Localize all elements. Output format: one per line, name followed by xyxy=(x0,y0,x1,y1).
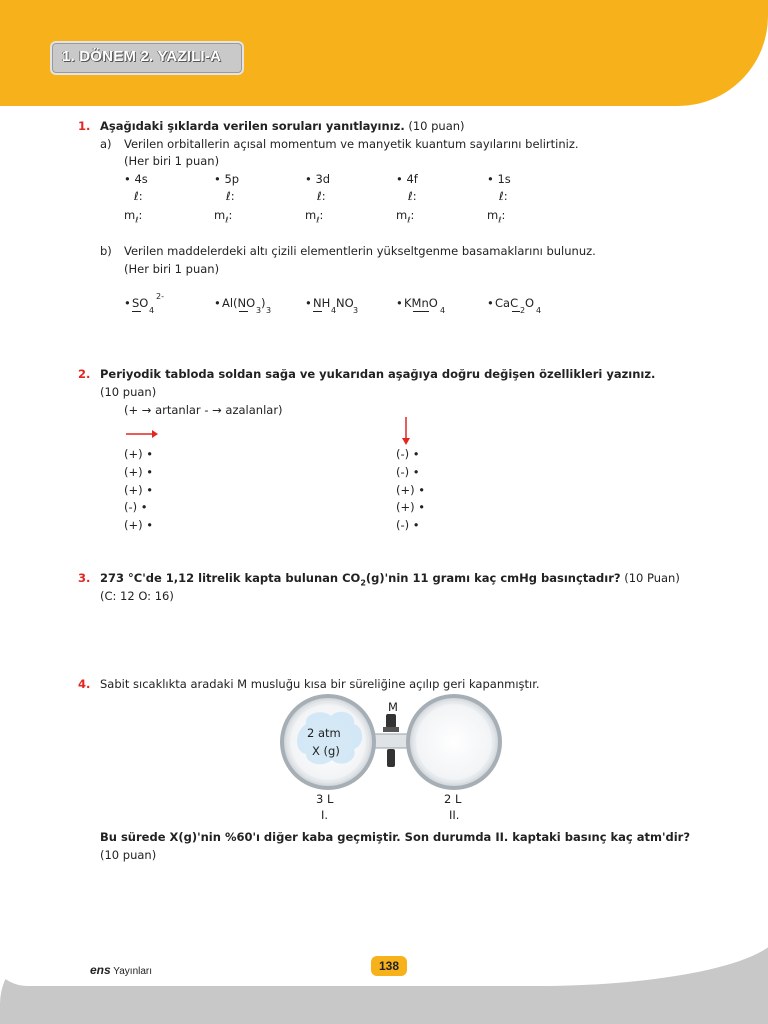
q4-points: (10 puan) xyxy=(100,848,157,862)
q1a-label: a) xyxy=(100,137,112,151)
ml-label-5: $m_\ell$: xyxy=(487,208,506,225)
ml-label-3: $m_\ell$: xyxy=(305,208,324,225)
q4-number: 4. xyxy=(78,677,91,691)
l-label-3: ℓ: xyxy=(317,189,326,203)
ml-label-4: $m_\ell$: xyxy=(396,208,415,225)
left-row-3: (+) • xyxy=(124,483,154,497)
l-label-2: ℓ: xyxy=(226,189,235,203)
right-flask-id: II. xyxy=(449,808,460,822)
left-flask-id: I. xyxy=(321,808,329,822)
underline-n2 xyxy=(313,311,322,312)
valve-handle xyxy=(386,714,396,728)
underline-n xyxy=(239,311,248,312)
ml-label-2: $m_\ell$: xyxy=(214,208,233,225)
ml-label-1: $m_\ell$: xyxy=(124,208,143,225)
q4-question: Bu sürede X(g)'nin %60'ı diğer kaba geçmiştir. Son durumda II. kaptaki basınç kaç atm'dir? xyxy=(100,830,691,844)
page-title: 1. DÖNEM 2. YAZILI-A xyxy=(62,48,222,65)
publisher-logo: ens Yayınları xyxy=(90,963,153,977)
underline-s xyxy=(132,311,141,312)
q1a-text: Verilen orbitallerin açısal momentum ve manyetik kuantum sayılarını belirtiniz. xyxy=(124,137,579,151)
q2-question: Periyodik tabloda soldan sağa ve yukarıdan aşağıya doğru değişen özellikleri yazınız. xyxy=(100,367,656,381)
orbital-3d: • 3d xyxy=(305,172,331,186)
right-row-5: (-) • xyxy=(396,518,420,532)
gas-name-label: X (g) xyxy=(312,744,340,758)
page-number: 138 xyxy=(371,956,407,976)
orbital-5p: • 5p xyxy=(214,172,240,186)
q2-legend: (+ → artanlar - → azalanlar) xyxy=(124,403,283,417)
orbital-4s: • 4s xyxy=(124,172,148,186)
q1-number: 1. xyxy=(78,119,91,133)
underline-mn xyxy=(413,311,429,312)
q1-points: (10 puan) xyxy=(408,119,465,133)
arrow-down-icon xyxy=(400,417,412,445)
left-row-2: (+) • xyxy=(124,465,154,479)
right-row-3: (+) • xyxy=(396,483,426,497)
q3-number: 3. xyxy=(78,571,91,585)
q3-text: 273 °C'de 1,12 litrelik kapta bulunan $CO_2(g)'nin$ 11 gramı kaç cmHg basınçtadır? (10 Puan) xyxy=(100,571,680,588)
right-volume-label: 2 L xyxy=(444,792,462,806)
right-row-1: (-) • xyxy=(396,447,420,461)
q4-text: Sabit sıcaklıkta aradaki M musluğu kısa bir süreliğine açılıp geri kapanmıştır. xyxy=(100,677,540,691)
q3-hint: (C: 12 O: 16) xyxy=(100,589,174,603)
q1b-text: Verilen maddelerdeki altı çizili elementlerin yükseltgenme basamaklarını bulunuz. xyxy=(124,244,596,258)
right-row-2: (-) • xyxy=(396,465,420,479)
q2-points: (10 puan) xyxy=(100,385,157,399)
q1-text xyxy=(100,119,465,133)
left-row-5: (+) • xyxy=(124,518,154,532)
q1b-points: (Her biri 1 puan) xyxy=(124,262,220,276)
left-volume-label: 3 L xyxy=(316,792,334,806)
left-row-4: (-) • xyxy=(124,500,148,514)
l-label-1: ℓ: xyxy=(134,189,143,203)
q2-number: 2. xyxy=(78,367,91,381)
right-row-4: (+) • xyxy=(396,500,426,514)
orbital-4f: • 4f xyxy=(396,172,418,186)
arrow-right-icon xyxy=(126,428,158,440)
l-label-5: ℓ: xyxy=(499,189,508,203)
orbital-1s: • 1s xyxy=(487,172,511,186)
underline-c xyxy=(512,311,520,312)
l-label-4: ℓ: xyxy=(408,189,417,203)
gas-pressure-label: 2 atm xyxy=(307,726,341,740)
q1-question: Aşağıdaki şıklarda verilen soruları yanıtlayınız. xyxy=(100,119,405,133)
q1b-label: b) xyxy=(100,244,112,258)
q1a-points: (Her biri 1 puan) xyxy=(124,154,220,168)
valve-label: M xyxy=(388,700,398,714)
left-row-1: (+) • xyxy=(124,447,154,461)
